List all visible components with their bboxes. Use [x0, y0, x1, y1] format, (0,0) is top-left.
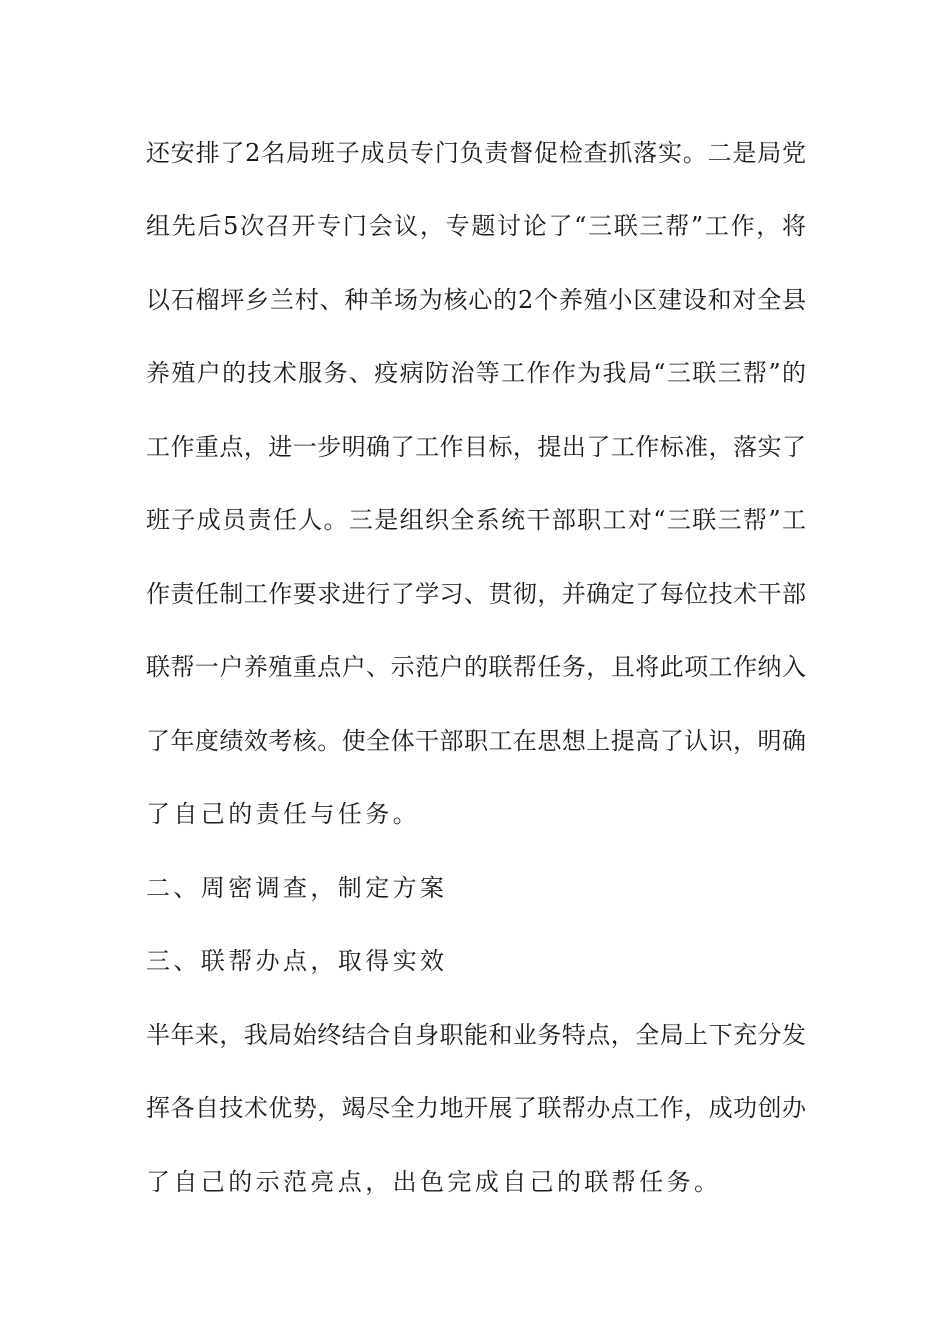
paragraph-2-line-1: 半年来，我局始终结合自身职能和业务特点，全局上下充分发 — [146, 1021, 806, 1049]
paragraph-1-line-7: 作责任制工作要求进行了学习、贯彻，并确定了每位技术干部 — [146, 580, 806, 608]
paragraph-1-line-5: 工作重点，进一步明确了工作目标，提出了工作标准，落实了 — [146, 433, 806, 461]
paragraph-2-line-2: 挥各自技术优势，竭尽全力地开展了联帮办点工作，成功创办 — [146, 1094, 806, 1122]
section-heading-2: 二、周密调查，制定方案 — [146, 874, 448, 902]
paragraph-2-line-3: 了自己的示范亮点，出色完成自己的联帮任务。 — [146, 1168, 722, 1196]
paragraph-1-line-9: 了年度绩效考核。使全体干部职工在思想上提高了认识，明确 — [146, 727, 806, 755]
paragraph-1-line-8: 联帮一户养殖重点户、示范户的联帮任务，且将此项工作纳入 — [146, 653, 806, 681]
paragraph-1-line-3: 以石榴坪乡兰村、种羊场为核心的2个养殖小区建设和对全县 — [146, 286, 806, 314]
section-heading-3: 三、联帮办点，取得实效 — [146, 947, 448, 975]
paragraph-1-line-10: 了自己的责任与任务。 — [146, 800, 420, 828]
paragraph-1-line-4: 养殖户的技术服务、疫病防治等工作作为我局“三联三帮”的 — [146, 359, 806, 387]
paragraph-1-line-2: 组先后5次召开专门会议，专题讨论了“三联三帮”工作，将 — [146, 212, 806, 240]
paragraph-1-line-1: 还安排了2名局班子成员专门负责督促检查抓落实。二是局党 — [146, 139, 806, 167]
paragraph-1-line-6: 班子成员责任人。三是组织全系统干部职工对“三联三帮”工 — [146, 506, 806, 534]
